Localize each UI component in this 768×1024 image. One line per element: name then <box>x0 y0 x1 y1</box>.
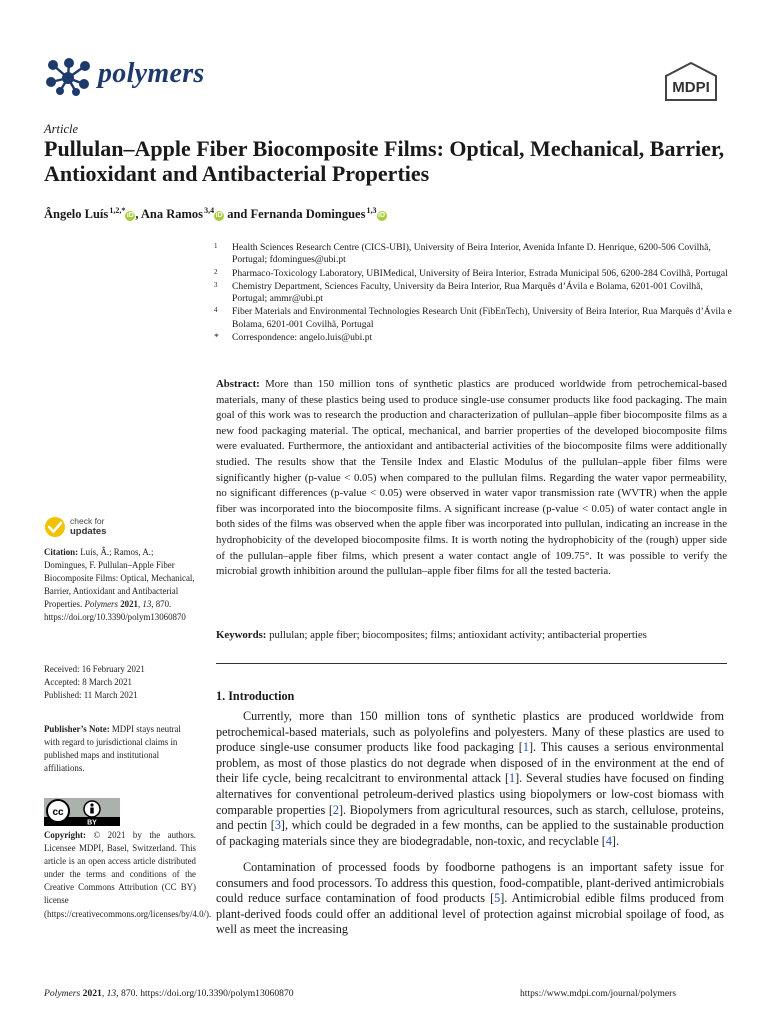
copyright-text: © 2021 by the authors. Licensee MDPI, Basel, Switzerland. This article is an open access article distributed under the terms and conditions of the Creative Commons Attribution (CC BY) license (https://creativecommons.org/licenses/by/4.0/). <box>44 830 212 919</box>
check-for-updates-badge[interactable] <box>44 514 174 542</box>
author-name[interactable]: Ana Ramos <box>140 207 204 222</box>
affiliation-text: Chemistry Department, Sciences Faculty, University da Beira Interior, Rua Marquês d’Ávila e Bolama, 6201-001 Covilhã, Portugal; ammr@ubi.pt <box>232 280 703 305</box>
affiliation-number: 2 <box>214 267 218 276</box>
paragraph-text: ]. Antimicrobial edible films produced from plant-derived foods could offer an additional level of protection against microbial spoilage of food, as well as meet the increasing <box>216 891 724 937</box>
footer-doi[interactable]: , 870. https://doi.org/10.3390/polym13060870 <box>116 988 294 999</box>
publication-dates <box>44 663 196 702</box>
author-affiliation-sup: 3,4 <box>204 206 215 215</box>
svg-text:cc: cc <box>52 807 64 818</box>
correspondence-text[interactable]: Correspondence: angelo.luis@ubi.pt <box>232 332 373 344</box>
citation-link[interactable]: 3 <box>274 818 281 833</box>
footer-volume: 13 <box>106 988 117 999</box>
author-separator: and <box>224 207 251 222</box>
author-separator: , <box>135 207 141 222</box>
paragraph-text: ]. This causes a serious environmental problem, as most of those plastics do not degrade when disposed of in the environment at the end of their life cycle, being recalcitrant to environmental attack [ <box>216 740 724 786</box>
keywords <box>216 628 727 643</box>
author-list <box>44 206 387 222</box>
citation-label: Citation: <box>44 547 79 557</box>
accepted-date: Accepted: 8 March 2021 <box>44 677 132 688</box>
citation-link[interactable]: 2 <box>332 802 339 817</box>
paragraph-text: Currently, more than 150 million tons of synthetic plastics are produced worldwide from petrochemical-based materials, such as polyolefins and polyesters. Many of these plastics are used to produce single-use consumer products like food packaging [ <box>216 709 724 755</box>
citation-text: Luís, Â.; Ramos, A.; Domingues, F. Pullulan–Apple Fiber Biocomposite Films: Optical, Mechanical, Barrier, Antioxidant and Antibacterial Properties. <box>44 547 195 610</box>
affiliation-number: 4 <box>214 306 218 315</box>
affiliation-text: Pharmaco-Toxicology Laboratory, UBIMedical, University of Beira Interior, Estrada Municipal 506, 6200-284 Covilhã, Portugal <box>232 267 728 279</box>
affiliation-number: 3 <box>214 280 218 289</box>
citation-link[interactable]: 5 <box>494 891 501 906</box>
publishers-note <box>44 723 196 775</box>
mdpi-logo[interactable] <box>663 62 719 102</box>
keywords-label: Keywords: <box>216 629 267 641</box>
citation-link[interactable]: 1 <box>522 740 529 755</box>
check-for-updates-icon <box>44 516 66 538</box>
author-name[interactable]: Fernanda Domingues <box>250 207 366 222</box>
footer-citation: Polymers 2021, 13, 870. https://doi.org/10.3390/polym13060870 <box>44 988 294 999</box>
affiliation-item <box>214 242 734 267</box>
paragraph-text: ]. <box>611 833 620 848</box>
polymers-logo-icon <box>44 56 94 96</box>
author-name[interactable]: Ângelo Luís <box>44 207 109 222</box>
author-affiliation-sup: 1,3 <box>366 206 377 215</box>
abstract <box>216 377 727 580</box>
author-affiliation-sup: 1,2,* <box>109 206 126 215</box>
paragraph <box>216 860 724 938</box>
section-heading-introduction: 1. Introduction <box>216 689 295 703</box>
affiliation-item <box>214 306 734 331</box>
check-for-label: check for <box>70 516 105 526</box>
citation-journal: Polymers <box>84 599 118 610</box>
abstract-label: Abstract: <box>216 378 260 390</box>
article-type: Article <box>44 122 79 136</box>
citation-doi[interactable]: , 870. https://doi.org/10.3390/polym13060870 <box>44 599 186 623</box>
citation-block: Citation: Luís, Â.; Ramos, A.; Domingues, F. Pullulan–Apple Fiber Biocomposite Films: Optical, Mechanical, Barrier, Antioxidant and Antibacterial Properties. Polymers 2021, 13, 870. https://doi.org/10.3390/polym13060870 <box>44 547 195 623</box>
paragraph-text: ]. Several studies have focused on finding alternatives for conventional petroleum-derived plastics using biopolymers or low-cost biomass with comparable properties [ <box>216 771 724 817</box>
published-date: Published: 11 March 2021 <box>44 690 138 701</box>
mdpi-logo-text: MDPI <box>672 79 710 96</box>
cc-by-license-icon[interactable] <box>44 798 120 826</box>
copyright-label: Copyright: <box>44 830 86 840</box>
paragraph <box>216 709 724 849</box>
correspondence-mark: * <box>214 332 219 344</box>
received-date: Received: 16 February 2021 <box>44 664 145 674</box>
journal-name[interactable]: polymers <box>98 58 205 89</box>
copyright-block <box>44 829 212 921</box>
affiliation-text: Fiber Materials and Environmental Technologies Research Unit (FibEnTech), University of Beira Interior, Rua Marquês d’Ávila e Bolama, 6201-001 Covilhã, Portugal <box>232 306 732 330</box>
updates-label: updates <box>70 526 107 537</box>
orcid-icon[interactable]: iD <box>126 212 134 220</box>
footer-journal: Polymers <box>44 988 81 999</box>
article-title: Pullulan–Apple Fiber Biocomposite Films: Optical, Mechanical, Barrier, Antioxidant and Antibacterial Properties <box>44 136 725 186</box>
keywords-text: pullulan; apple fiber; biocomposites; films; antioxidant activity; antibacterial properties <box>269 629 647 641</box>
paragraph-text: ], which could be degraded in a few months, can be applied to the sustainable production of packaging materials since they are biodegradable, non-toxic, and recyclable [ <box>216 818 725 848</box>
affiliation-text: Health Sciences Research Centre (CICS-UBI), University of Beira Interior, Avenida Infante D. Henrique, 6200-506 Covilhã, Portugal; fdomingues@ubi.pt <box>232 242 711 266</box>
footer-year: 2021 <box>82 988 102 999</box>
check-for-updates-text <box>70 516 106 537</box>
orcid-icon[interactable]: iD <box>215 212 223 220</box>
correspondence <box>214 332 734 344</box>
citation-link[interactable]: 1 <box>509 771 516 786</box>
orcid-icon[interactable]: iD <box>378 212 385 220</box>
affiliation-item <box>214 268 734 280</box>
affiliation-number: 1 <box>214 242 218 250</box>
paragraph-text: Contamination of processed foods by foodborne pathogens is an important safety issue for consumers and food processors. To address this question, food-compatible, plant-derived antimicrobials could reduce surface contamination of food products [ <box>216 860 724 906</box>
citation-volume: 13 <box>142 599 152 610</box>
citation-year: 2021 <box>120 599 138 610</box>
paragraph-text: ]. Biopolymers from agricultural resources, such as starch, cellulose, proteins, and pectin [ <box>216 802 724 833</box>
publishers-note-label: Publisher’s Note: <box>44 724 110 734</box>
abstract-text: More than 150 million tons of synthetic plastics are produced worldwide from petrochemical-based materials, many of these plastics being used to produce single-use consumer products like food packaging. The main goal of this work was to research the production and characterization of pullulan–apple fiber biocomposite films as a new food packaging material. The optical, mechanical, and barrier properties of the developed biocomposite films were evaluated. Furthermore, the antioxidant and antibacterial activities of the biocomposite films were additionally studied. The results show that the Tensile Index and Elastic Modulus of the pullulan–apple fiber films were significantly higher (p-value < 0.05) when compared to the pullulan films. Regarding the water vapor permeability, no significant differences (p-value < 0.05) were observed in water vapor transmission rate (WVTR) when the apple fiber was incorporated into the biocomposite films. A significant increase (p-value < 0.05) of water contact angle in both sides of the films was observed when the apple fiber was incorporated into pullulan, indicating an increase in the hydrophobicity of the developed biocomposite films. It is worth noting the hydrophobicity of the (rough) upper side of the pullulan–apple fiber films, which present a water contact angle of 109.75°. It was possible to verify the microbial growth inhibition around the pullulan–apple fiber films for all the tested bacteria. <box>216 378 727 578</box>
affiliations <box>214 242 734 345</box>
footer-journal-url[interactable]: https://www.mdpi.com/journal/polymers <box>520 988 677 999</box>
citation-link[interactable]: 4 <box>605 833 612 848</box>
section-divider <box>216 663 727 664</box>
publishers-note-text: MDPI stays neutral with regard to jurisdictional claims in published maps and institutional affiliations. <box>44 724 181 774</box>
cc-by-label: BY <box>87 819 97 826</box>
affiliation-item <box>214 281 734 306</box>
